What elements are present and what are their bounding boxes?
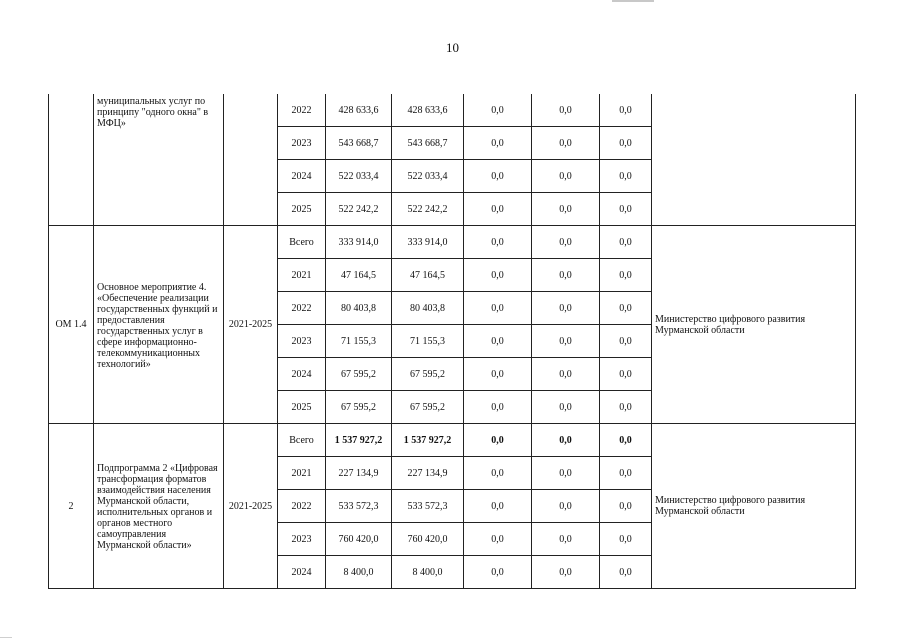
value-cell: 67 595,2 [392,358,464,391]
total-cell: 67 595,2 [326,358,392,391]
value-cell: 522 242,2 [392,193,464,226]
value-cell: 0,0 [532,94,600,127]
value-cell: 0,0 [600,193,652,226]
period-cell [224,94,278,226]
period-cell: 2021-2025 [224,226,278,424]
page-number: 10 [446,40,459,55]
value-cell: 67 595,2 [392,391,464,424]
total-cell: 522 242,2 [326,193,392,226]
value-cell: 0,0 [532,490,600,523]
value-cell: 0,0 [464,127,532,160]
code-cell: ОМ 1.4 [49,226,94,424]
value-cell: 0,0 [464,226,532,259]
total-cell: 227 134,9 [326,457,392,490]
value-cell: 0,0 [600,358,652,391]
total-cell: 522 033,4 [326,160,392,193]
value-cell: 0,0 [532,457,600,490]
value-cell: 0,0 [600,292,652,325]
value-cell: 0,0 [532,292,600,325]
year-cell: 2024 [278,160,326,193]
value-cell: 533 572,3 [392,490,464,523]
value-cell: 71 155,3 [392,325,464,358]
activity-name-cell: Основное мероприятие 4. «Обеспечение реализации государственных функций и предоставления государственных услуг в сфере информационно-телекоммуникационных технологий» [94,226,224,424]
year-cell: 2021 [278,457,326,490]
year-cell: Всего [278,226,326,259]
code-cell: 2 [49,424,94,589]
value-cell: 1 537 927,2 [392,424,464,457]
value-cell: 0,0 [532,160,600,193]
value-cell: 0,0 [464,424,532,457]
year-cell: 2024 [278,556,326,589]
value-cell: 47 164,5 [392,259,464,292]
value-cell: 0,0 [600,259,652,292]
value-cell: 0,0 [600,94,652,127]
value-cell: 0,0 [464,259,532,292]
year-cell: 2022 [278,490,326,523]
code-cell [49,94,94,226]
value-cell: 543 668,7 [392,127,464,160]
table-row [49,424,856,457]
value-cell: 0,0 [600,523,652,556]
value-cell: 0,0 [600,226,652,259]
total-cell: 543 668,7 [326,127,392,160]
year-cell: Всего [278,424,326,457]
year-cell: 2023 [278,523,326,556]
value-cell: 0,0 [464,292,532,325]
budget-table [48,94,856,589]
value-cell: 760 420,0 [392,523,464,556]
value-cell: 522 033,4 [392,160,464,193]
value-cell: 0,0 [600,424,652,457]
total-cell: 8 400,0 [326,556,392,589]
value-cell: 0,0 [600,457,652,490]
value-cell: 333 914,0 [392,226,464,259]
total-cell: 333 914,0 [326,226,392,259]
value-cell: 0,0 [464,160,532,193]
year-cell: 2022 [278,292,326,325]
value-cell: 428 633,6 [392,94,464,127]
value-cell: 0,0 [464,523,532,556]
year-cell: 2025 [278,391,326,424]
value-cell: 0,0 [600,391,652,424]
total-cell: 80 403,8 [326,292,392,325]
year-cell: 2023 [278,127,326,160]
value-cell: 0,0 [600,127,652,160]
value-cell: 0,0 [532,424,600,457]
value-cell: 0,0 [464,556,532,589]
value-cell: 0,0 [600,490,652,523]
total-cell: 47 164,5 [326,259,392,292]
total-cell: 71 155,3 [326,325,392,358]
value-cell: 227 134,9 [392,457,464,490]
year-cell: 2025 [278,193,326,226]
value-cell: 0,0 [532,325,600,358]
value-cell: 0,0 [464,94,532,127]
value-cell: 0,0 [532,556,600,589]
value-cell: 80 403,8 [392,292,464,325]
scan-artifact [0,637,12,638]
total-cell: 760 420,0 [326,523,392,556]
responsible-cell: Министерство цифрового развития Мурманской области [652,424,856,589]
year-cell: 2021 [278,259,326,292]
value-cell: 8 400,0 [392,556,464,589]
value-cell: 0,0 [532,193,600,226]
year-cell: 2024 [278,358,326,391]
activity-name-cell: Подпрограмма 2 «Цифровая трансформация форматов взаимодействия населения Мурманской области, исполнительных органов и органов местного самоуправления Мурманской области» [94,424,224,589]
year-cell: 2022 [278,94,326,127]
value-cell: 0,0 [532,259,600,292]
value-cell: 0,0 [464,193,532,226]
total-cell: 428 633,6 [326,94,392,127]
value-cell: 0,0 [600,556,652,589]
value-cell: 0,0 [600,325,652,358]
value-cell: 0,0 [600,160,652,193]
responsible-cell [652,94,856,226]
value-cell: 0,0 [464,325,532,358]
total-cell: 533 572,3 [326,490,392,523]
scan-artifact [612,0,654,2]
year-cell: 2023 [278,325,326,358]
total-cell: 67 595,2 [326,391,392,424]
value-cell: 0,0 [532,523,600,556]
total-cell: 1 537 927,2 [326,424,392,457]
value-cell: 0,0 [464,358,532,391]
period-cell: 2021-2025 [224,424,278,589]
table-row [49,94,856,127]
value-cell: 0,0 [464,457,532,490]
table-row [49,226,856,259]
value-cell: 0,0 [464,391,532,424]
value-cell: 0,0 [532,358,600,391]
value-cell: 0,0 [532,391,600,424]
value-cell: 0,0 [532,226,600,259]
activity-name-cell: муниципальных услуг по принципу "одного окна" в МФЦ» [94,94,224,226]
value-cell: 0,0 [532,127,600,160]
value-cell: 0,0 [464,490,532,523]
responsible-cell: Министерство цифрового развития Мурманской области [652,226,856,424]
